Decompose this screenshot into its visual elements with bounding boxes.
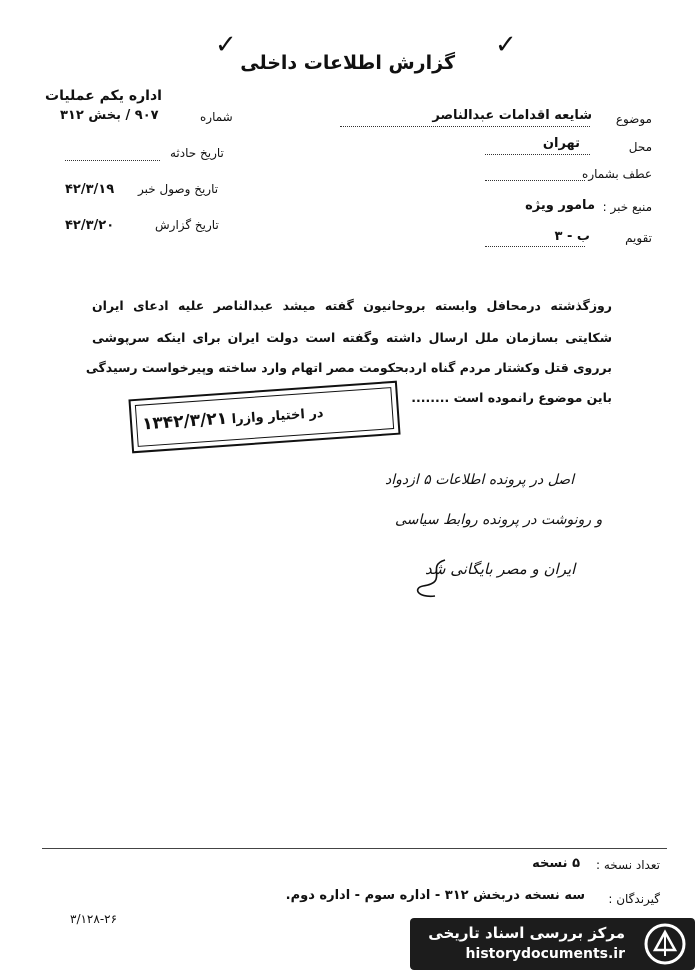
copies-value: ۵ نسخه bbox=[532, 856, 580, 871]
subject-dots bbox=[340, 126, 590, 127]
stamp-date: ۱۳۴۲/۳/۲۱ bbox=[141, 408, 228, 435]
receipt-date-value: ۴۲/۳/۱۹ bbox=[65, 182, 115, 197]
handwritten-note-1: اصل در پرونده اطلاعات ۵ ازدواد bbox=[385, 472, 575, 488]
footer-divider bbox=[42, 848, 667, 849]
place-value: تهران bbox=[542, 136, 580, 151]
signature-scribble bbox=[405, 552, 455, 602]
report-date-label: تاریخ گزارش bbox=[155, 218, 219, 232]
number-label: شماره bbox=[200, 110, 233, 124]
watermark-logo-icon bbox=[643, 922, 687, 966]
body-line-2: شکایتی بسازمان ملل ارسال داشته وگفته است دولت ایران برای اینکه سرپوشی bbox=[92, 330, 612, 345]
watermark-url: historydocuments.ir bbox=[465, 946, 625, 962]
watermark-banner bbox=[410, 918, 695, 970]
handwritten-note-2: و رونوشت در پرونده روابط سیاسی bbox=[395, 512, 603, 528]
calendar-dots bbox=[485, 246, 585, 247]
handwritten-note-3: ایران و مصر بایگانی شد bbox=[425, 560, 576, 578]
report-date-value: ۴۲/۳/۲۰ bbox=[65, 218, 115, 233]
body-line-1: روزگذشته درمحافل وابسته بروحانیون گفته میشد عبدالناصر علیه ادعای ایران bbox=[92, 298, 612, 313]
reference-dots bbox=[485, 180, 585, 181]
incident-date-dots bbox=[65, 160, 160, 161]
source-value: مامور ویژه bbox=[525, 198, 595, 213]
place-dots bbox=[485, 154, 590, 155]
calendar-value: ب - ۳ bbox=[554, 229, 590, 244]
recipients-label: گیرندگان : bbox=[608, 892, 660, 906]
recipients-value: سه نسخه دربخش ۳۱۲ - اداره سوم - اداره دوم. bbox=[285, 888, 585, 903]
subject-value: شایعه اقدامات عبدالناصر bbox=[432, 108, 592, 123]
check-mark-right: ✓ bbox=[495, 30, 517, 60]
receipt-date-label: تاریخ وصول خبر bbox=[138, 182, 219, 196]
check-mark-left: ✓ bbox=[215, 30, 237, 60]
place-label: محل bbox=[628, 140, 652, 154]
calendar-label: تقویم bbox=[625, 231, 652, 245]
page-title: گزارش اطلاعات داخلی bbox=[240, 52, 455, 74]
body-line-4: باین موضوع رانموده است ........ bbox=[411, 390, 612, 405]
department-name: اداره یکم عملیات bbox=[45, 88, 162, 104]
source-label: منبع خبر : bbox=[602, 200, 652, 214]
copies-label: تعداد نسخه : bbox=[595, 858, 660, 872]
reference-label: عطف بشماره bbox=[582, 167, 652, 181]
subject-label: موضوع bbox=[615, 112, 652, 126]
incident-date-label: تاریخ حادثه bbox=[170, 146, 224, 160]
watermark-name: مرکز بررسی اسناد تاریخی bbox=[428, 924, 625, 942]
stamp-prefix: در اختیار وازرا bbox=[231, 405, 324, 428]
number-value: ۹۰۷ / بخش ۳۱۲ bbox=[60, 108, 159, 123]
document-code: ۳/۱۲۸-۲۶ bbox=[70, 912, 118, 926]
body-line-3: برروی قتل وکشتار مردم گناه اردبحکومت مصر اتهام وارد ساخته وپیرخواست رسیدگی bbox=[85, 360, 612, 375]
